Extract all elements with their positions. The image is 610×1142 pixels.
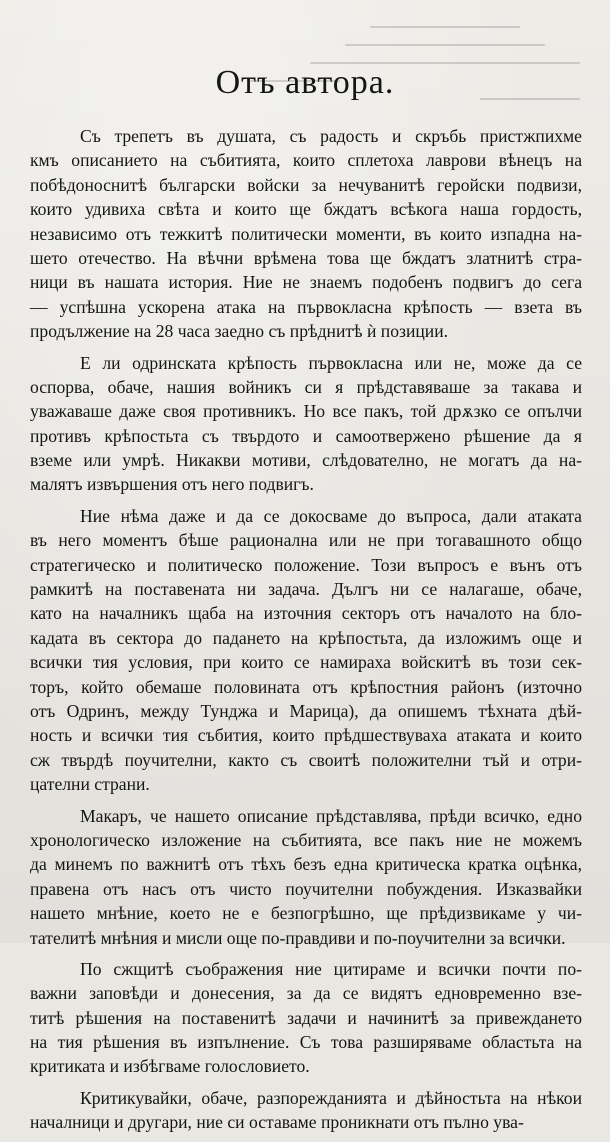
text-line: противъ крѣпостьта съ твърдото и самоотвержено рѣшение да я — [30, 425, 582, 446]
text-line: Съ трепетъ въ душата, съ радость и скръбь пристжпихме — [80, 126, 582, 146]
text-line: уважаваше даже своя противникъ. Но все пакъ, той дрѫзко се опълчи — [30, 401, 582, 422]
paragraph — [30, 351, 582, 497]
text-line: отъ Одринъ, между Тунджа и Марица), да опишемъ тѣхната дѣй- — [30, 700, 582, 721]
paragraph — [30, 804, 582, 950]
text-line: Критикувайки, обаче, разпорежданията и дѣйностьта на нѣкои — [80, 1087, 582, 1108]
text-line: критиката и избѣгваме голословието. — [30, 1056, 310, 1077]
text-line: Ние нѣма даже и да се докосваме до въпроса, дали атаката — [80, 505, 582, 526]
text-line: шето отечество. На вѣчни врѣмена това ще бждатъ златнитѣ стра- — [30, 247, 582, 268]
text-line: продължение на 28 часа заедно съ прѣднитѣ ѝ позиции. — [30, 321, 449, 342]
paragraph — [30, 957, 582, 1079]
text-line: — успѣшна ускорена атака на първокласна крѣпость — взета въ — [30, 296, 582, 317]
text-line: торъ, който обемаше половината отъ крѣпостния районъ (източно — [30, 676, 582, 697]
text-line: кмъ описанието на събитията, които сплетоха лаврови вѣнецъ на — [30, 150, 582, 171]
text-line: малятъ извършения отъ него подвигъ. — [30, 474, 314, 495]
text-line: всички тия условия, при които се намираха войскитѣ въ този сек- — [30, 652, 582, 673]
text-line: да минемъ по важнитѣ отъ тѣхъ безъ една критическа кратка оцѣнка, — [30, 854, 582, 875]
paragraph — [30, 504, 582, 797]
body-text — [30, 124, 582, 1142]
text-line: стратегическо и политическо положение. Този въпросъ е вънъ отъ — [30, 554, 582, 575]
text-line: като на началникъ щаба на източния секторъ отъ началото на бло- — [30, 603, 582, 624]
text-line: на тия рѣшения въ изпълнение. Съ това разширяваме областьта на — [30, 1032, 582, 1053]
text-line: независимо отъ тежкитѣ политически моменти, въ които изпадна на- — [30, 223, 582, 244]
text-line: побѣдоноснитѣ български войски за нечуванитѣ геройски подвизи, — [30, 174, 582, 195]
text-line: кадата въ сектора до падането на крѣпостьта, да изложимъ още и — [30, 627, 582, 648]
text-line: рамкитѣ на поставената ни задача. Дългъ ни се налагаше, обаче, — [30, 579, 582, 600]
text-line: По сжщитѣ съображения ние цитираме и всички почти по- — [80, 958, 582, 979]
text-line: титѣ рѣшения на поставенитѣ задачи и начинитѣ за привеждането — [30, 1007, 582, 1028]
text-line: правена отъ насъ отъ чисто поучителни побуждения. Изказвайки — [30, 878, 582, 899]
text-line: хронологическо изложение на събитията, все пакъ ние не можемъ — [30, 829, 582, 850]
text-line: важни заповѣди и донесения, за да се видятъ едновременно взе- — [30, 983, 582, 1004]
text-line: ници въ нашата история. Ние не знаемъ подобенъ подвигъ до сега — [30, 272, 582, 293]
page-title: Отъ автора. — [215, 64, 395, 101]
text-line: вземе или умрѣ. Никакви мотиви, слѣдователно, не могатъ да на- — [30, 450, 582, 471]
text-line: които удивиха свѣта и които ще бждатъ всѣкога наша гордость, — [30, 199, 582, 220]
text-line: Макаръ, че нашето описание прѣдставлява, прѣди всичко, едно — [80, 805, 582, 826]
text-line: нашето мнѣние, което не е безпогрѣшно, ще прѣдизвикаме у чи- — [30, 903, 582, 924]
text-line: Е ли одринската крѣпость първокласна или не, може да се — [80, 352, 582, 373]
text-line: началници и другари, ние си оставаме проникнати отъ пълно ува- — [30, 1112, 524, 1133]
paragraph — [30, 124, 582, 344]
text-line: цателни страни. — [30, 774, 150, 795]
text-line: въ него моментъ бѣше рационална или не при тогавашното общо — [30, 530, 582, 551]
text-line: ность и всички тия събития, които прѣдшествуваха атаката и които — [30, 725, 582, 746]
text-line: тателитѣ мнѣния и мисли още по-правдиви и по-поучителни за всички. — [30, 927, 566, 948]
paragraph — [30, 1086, 582, 1135]
text-line: сж твърдѣ поучителни, както съ своитѣ положителни тъй и отри- — [30, 749, 582, 770]
text-line: оспорва, обаче, нашия войникъ си я прѣдставяваше за такава и — [30, 376, 582, 397]
